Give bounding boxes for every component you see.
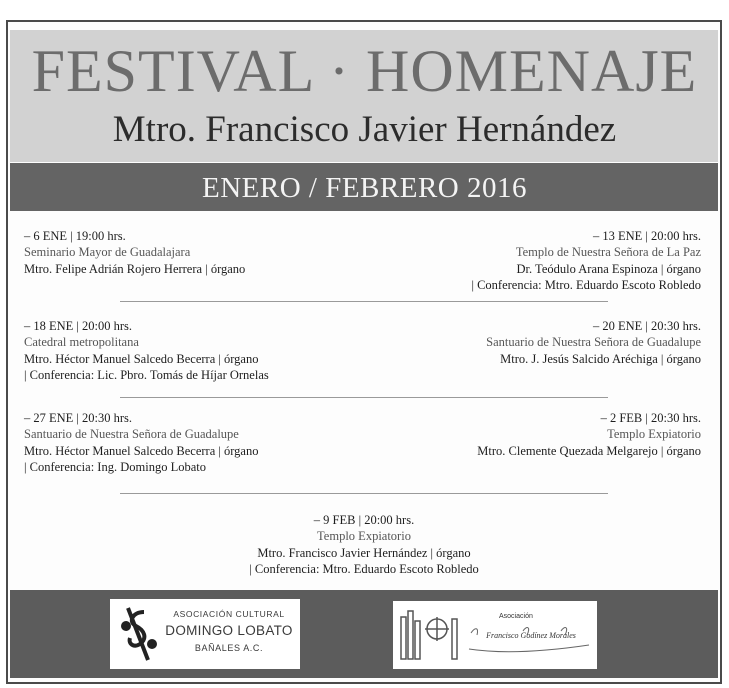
festival-title: FESTIVAL · HOMENAJE: [31, 38, 698, 104]
sponsor-logo-godinez-morales: [393, 601, 597, 669]
event-date: – 13 ENE | 20:00 hrs.: [592, 229, 701, 243]
event-venue: Catedral metropolitana: [24, 335, 139, 350]
event-date: – 18 ENE | 20:00 hrs.: [24, 319, 133, 333]
event-venue: Seminario Mayor de Guadalajara: [24, 245, 191, 260]
event-performer: Mtro. Héctor Manuel Salcedo Becerra | órgano: [24, 443, 259, 458]
event-conference: | Conferencia: Lic. Pbro. Tomás de Híjar Ornelas: [24, 368, 269, 383]
event-date: – 27 ENE | 20:30 hrs.: [24, 411, 133, 425]
event-6: [371, 410, 701, 459]
event-performer: Dr. Teódulo Arana Espinoza | órgano: [516, 261, 701, 276]
event-performer: Mtro. Francisco Javier Hernández | órgano: [257, 545, 471, 560]
event-conference: | Conferencia: Ing. Domingo Lobato: [24, 460, 206, 475]
logo2-names: Francisco Godínez Morales: [486, 631, 576, 640]
honoree-name: Mtro. Francisco Javier Hernández: [112, 109, 617, 150]
event-5: [24, 410, 354, 476]
violin-scroll-icon: [118, 604, 160, 664]
event-venue: Santuario de Nuestra Señora de Guadalupe: [486, 335, 701, 350]
event-conference: | Conferencia: Mtro. Eduardo Escoto Robledo: [249, 562, 479, 577]
event-7: [154, 512, 574, 578]
divider: [120, 301, 608, 302]
event-3: [24, 318, 354, 384]
event-venue: Santuario de Nuestra Señora de Guadalupe: [24, 427, 239, 442]
logo1-line1: ASOCIACIÓN CULTURAL: [173, 609, 285, 619]
logo1-line3: BAÑALES A.C.: [194, 643, 264, 653]
event-venue: Templo Expiatorio: [607, 427, 701, 442]
period-label: ENERO / FEBRERO 2016: [202, 172, 527, 204]
event-1: [24, 228, 354, 277]
divider: [120, 493, 608, 494]
logo1-line2: DOMINGO LOBATO: [165, 623, 293, 638]
event-performer: Mtro. J. Jesús Salcido Aréchiga | órgano: [500, 351, 701, 366]
event-conference: | Conferencia: Mtro. Eduardo Escoto Robledo: [471, 278, 701, 293]
event-venue: Templo de Nuestra Señora de La Paz: [515, 245, 701, 260]
event-4: [371, 318, 701, 367]
event-date: – 9 FEB | 20:00 hrs.: [313, 513, 415, 527]
event-venue: Templo Expiatorio: [317, 529, 411, 544]
event-date: – 2 FEB | 20:30 hrs.: [600, 411, 701, 425]
logo2-signature-graphic: [465, 623, 593, 657]
event-2: [371, 228, 701, 294]
event-performer: Mtro. Felipe Adrián Rojero Herrera | órgano: [24, 261, 246, 276]
event-performer: Mtro. Clemente Quezada Melgarejo | órgano: [477, 443, 701, 458]
organ-pipes-icon: [397, 607, 463, 663]
sponsor-logo-domingo-lobato: [110, 599, 300, 669]
logo2-heading: Asociación: [499, 613, 533, 620]
event-date: – 20 ENE | 20:30 hrs.: [592, 319, 701, 333]
divider: [120, 397, 608, 398]
event-performer: Mtro. Héctor Manuel Salcedo Becerra | órgano: [24, 351, 259, 366]
event-date: – 6 ENE | 19:00 hrs.: [24, 229, 126, 243]
